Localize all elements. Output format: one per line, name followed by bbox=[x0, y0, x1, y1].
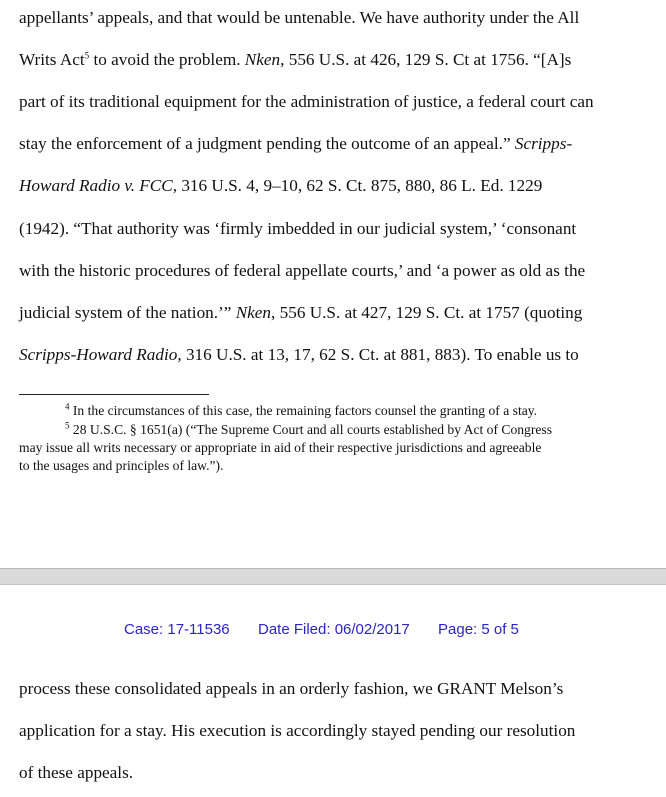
italic-citation: Scripps- bbox=[514, 134, 573, 153]
text-run: (1942). “That authority was ‘firmly imbedded in our judicial system,’ ‘consonant bbox=[19, 219, 577, 238]
text-run: , 316 U.S. at 13, 17, 62 S. Ct. at 881, 883). To enable us to bbox=[177, 345, 579, 364]
text-run: with the historic procedures of federal appellate courts,’ and ‘a power as old as the bbox=[19, 261, 586, 280]
text-run: appellants’ appeals, and that would be untenable. We have authority under the All bbox=[19, 8, 580, 27]
body-text-line bbox=[19, 679, 563, 699]
footnote-marker: 5 bbox=[84, 50, 90, 61]
page-number: Page: 5 of 5 bbox=[438, 621, 519, 638]
footnote-separator bbox=[19, 394, 209, 395]
body-text-line bbox=[19, 763, 133, 783]
italic-citation: Howard Radio v. FCC bbox=[19, 176, 173, 195]
footnote-4 bbox=[65, 403, 537, 419]
text-run: , 556 U.S. at 426, 129 S. Ct at 1756. “[A]s bbox=[280, 50, 572, 69]
text-run: , 556 U.S. at 427, 129 S. Ct. at 1757 (quoting bbox=[271, 303, 583, 322]
footnote-marker: 5 bbox=[65, 420, 70, 431]
footnote-5 bbox=[65, 422, 552, 438]
italic-citation: Nken bbox=[244, 50, 281, 69]
body-text-line bbox=[19, 219, 576, 239]
footnote-5-continued bbox=[19, 458, 223, 474]
date-filed: Date Filed: 06/02/2017 bbox=[258, 621, 410, 638]
footnote-5-continued bbox=[19, 440, 541, 456]
italic-citation: Scripps-Howard Radio bbox=[19, 345, 178, 364]
body-text-line bbox=[19, 721, 575, 741]
text-run: may issue all writs necessary or appropriate in aid of their respective jurisdictions and agreeable bbox=[19, 440, 542, 455]
text-run: part of its traditional equipment for the administration of justice, a federal court can bbox=[19, 92, 594, 111]
page-break-gap bbox=[0, 568, 666, 585]
body-text-line bbox=[19, 345, 579, 365]
italic-citation: Nken bbox=[235, 303, 272, 322]
body-text-line bbox=[19, 261, 585, 281]
text-run: to the usages and principles of law.”). bbox=[19, 458, 224, 473]
text-run: application for a stay. His execution is accordingly stayed pending our resolution bbox=[19, 721, 576, 740]
case-number: Case: 17-11536 bbox=[124, 621, 230, 638]
text-run: process these consolidated appeals in an orderly fashion, we GRANT Melson’s bbox=[19, 679, 564, 698]
body-text-line bbox=[19, 50, 571, 70]
text-run: 28 U.S.C. § 1651(a) (“The Supreme Court and all courts established by Act of Congress bbox=[69, 422, 552, 437]
body-text-line bbox=[19, 134, 572, 154]
text-run: stay the enforcement of a judgment pending the outcome of an appeal.” bbox=[19, 134, 515, 153]
text-run: In the circumstances of this case, the remaining factors counsel the granting of a stay. bbox=[69, 403, 538, 418]
body-text-line bbox=[19, 303, 582, 323]
body-text-line bbox=[19, 176, 542, 196]
text-run: Writs Act bbox=[19, 50, 85, 69]
text-run: judicial system of the nation.’” bbox=[19, 303, 236, 322]
body-text-line bbox=[19, 92, 594, 112]
text-run: , 316 U.S. 4, 9–10, 62 S. Ct. 875, 880, 86 L. Ed. 1229 bbox=[172, 176, 543, 195]
text-run: of these appeals. bbox=[19, 763, 134, 782]
text-run: to avoid the problem. bbox=[89, 50, 245, 69]
body-text-line bbox=[19, 8, 579, 28]
footnote-marker: 4 bbox=[65, 401, 70, 412]
